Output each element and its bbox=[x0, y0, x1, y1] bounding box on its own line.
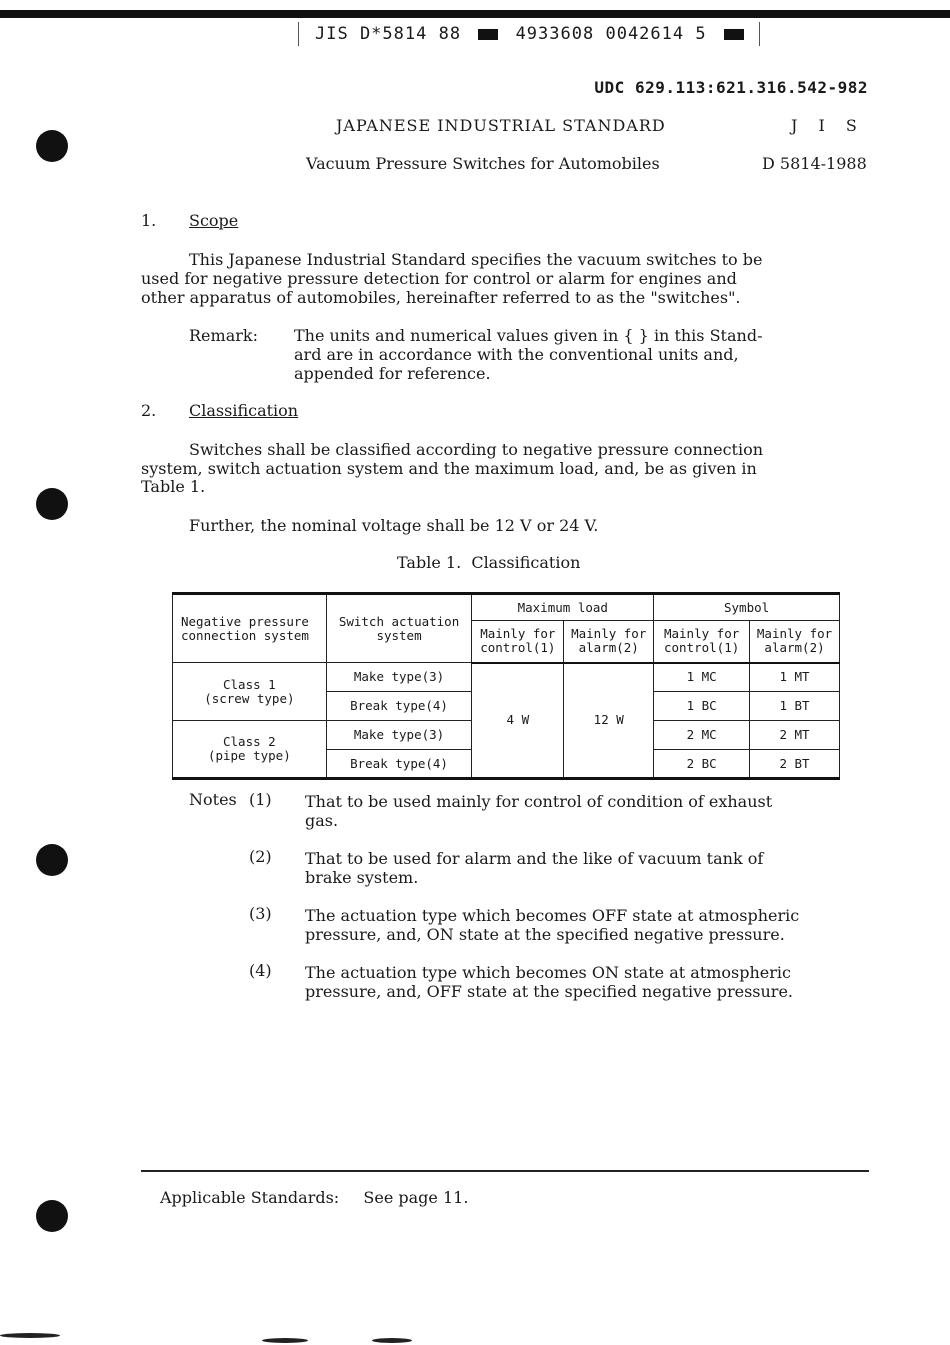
note-line: pressure, and, OFF state at the specified negative pressure. bbox=[305, 982, 793, 1001]
scope-line-2: used for negative pressure detection for control or alarm for engines and bbox=[141, 269, 737, 288]
catalog-number-1: 4933608 bbox=[515, 24, 595, 44]
break-type-cell: Break type(4) bbox=[326, 692, 472, 721]
header-text: Mainly for bbox=[756, 626, 833, 642]
punch-hole-icon bbox=[36, 488, 68, 520]
note-2-mark: (2) bbox=[249, 847, 272, 866]
header-text: connection system bbox=[181, 627, 309, 643]
scan-smudge bbox=[262, 1338, 308, 1343]
notes-label: Notes bbox=[189, 790, 237, 809]
note-line: That to be used for alarm and the like of vacuum tank of bbox=[305, 849, 764, 868]
table-row bbox=[173, 663, 840, 692]
header-text: control(1) bbox=[663, 640, 740, 656]
standard-org: JAPANESE INDUSTRIAL STANDARD bbox=[336, 116, 666, 135]
scan-top-border bbox=[0, 10, 950, 18]
udc-code: UDC 629.113:621.316.542-982 bbox=[594, 78, 868, 97]
remark-label: Remark: bbox=[189, 326, 258, 345]
catalog-check-digit: 5 bbox=[695, 24, 707, 44]
header-symbol-alarm bbox=[750, 621, 840, 663]
header-actuation-system bbox=[326, 594, 472, 663]
note-line: That to be used mainly for control of condition of exhaust bbox=[305, 792, 773, 811]
header-text: alarm(2) bbox=[764, 640, 825, 656]
remark-line-3: appended for reference. bbox=[294, 364, 491, 383]
header-text: Switch actuation bbox=[338, 613, 460, 629]
symbol-cell: 1 MT bbox=[750, 663, 840, 692]
section-1-number: 1. bbox=[141, 211, 157, 230]
header-load-control bbox=[472, 621, 564, 663]
load-control-value: 4 W bbox=[472, 663, 564, 779]
make-type-cell: Make type(3) bbox=[326, 663, 472, 692]
symbol-cell: 1 BT bbox=[750, 692, 840, 721]
header-maximum-load: Maximum load bbox=[472, 594, 654, 621]
header-symbol: Symbol bbox=[654, 594, 840, 621]
section-2-number: 2. bbox=[141, 401, 157, 420]
jis-mark: J I S bbox=[791, 116, 865, 135]
catalog-code-strip bbox=[298, 22, 760, 46]
standard-number: D 5814-1988 bbox=[762, 154, 867, 173]
note-line: The actuation type which becomes OFF state at atmospheric bbox=[305, 906, 800, 925]
applicable-standards-label: Applicable Standards: bbox=[160, 1188, 340, 1207]
header-load-alarm bbox=[564, 621, 654, 663]
make-type-cell: Make type(3) bbox=[326, 721, 472, 750]
symbol-cell: 1 MC bbox=[654, 663, 750, 692]
header-symbol-control bbox=[654, 621, 750, 663]
scope-line-1: This Japanese Industrial Standard specifies the vacuum switches to be bbox=[189, 250, 763, 269]
scan-smudge bbox=[372, 1338, 412, 1343]
header-text: control(1) bbox=[480, 640, 556, 656]
note-line: brake system. bbox=[305, 868, 419, 887]
header-text: alarm(2) bbox=[578, 640, 639, 656]
classification-line-1: Switches shall be classified according to negative pressure connection bbox=[189, 440, 764, 459]
punch-hole-icon bbox=[36, 1200, 68, 1232]
class-label: Class 1 bbox=[223, 676, 276, 692]
note-line: The actuation type which becomes ON state at atmospheric bbox=[305, 963, 791, 982]
symbol-cell: 2 BC bbox=[654, 750, 750, 779]
load-alarm-value: 12 W bbox=[564, 663, 654, 779]
note-4-mark: (4) bbox=[249, 961, 272, 980]
note-4 bbox=[305, 963, 885, 1001]
note-3-mark: (3) bbox=[249, 904, 272, 923]
barcode-block-icon bbox=[478, 29, 498, 40]
symbol-cell: 1 BC bbox=[654, 692, 750, 721]
class-label: Class 2 bbox=[223, 734, 276, 749]
class-2-cell bbox=[173, 721, 327, 779]
document-title: Vacuum Pressure Switches for Automobiles bbox=[306, 154, 660, 173]
remark-line-2: ard are in accordance with the conventional units and, bbox=[294, 345, 739, 364]
break-type-cell: Break type(4) bbox=[326, 750, 472, 779]
symbol-cell: 2 BT bbox=[750, 750, 840, 779]
note-line: pressure, and, ON state at the specified negative pressure. bbox=[305, 925, 785, 944]
nominal-voltage: Further, the nominal voltage shall be 12 V or 24 V. bbox=[189, 516, 599, 535]
header-text: Mainly for bbox=[571, 626, 647, 642]
punch-hole-icon bbox=[36, 844, 68, 876]
section-1-title: Scope bbox=[189, 211, 239, 230]
note-2 bbox=[305, 849, 885, 887]
classification-line-2: system, switch actuation system and the maximum load, and, be as given in bbox=[141, 459, 757, 478]
applicable-standards-text: See page 11. bbox=[363, 1188, 469, 1207]
header-text: Mainly for bbox=[663, 626, 740, 642]
section-2-title: Classification bbox=[189, 401, 299, 420]
class-label: (screw type) bbox=[204, 690, 295, 706]
symbol-cell: 2 MT bbox=[750, 721, 840, 750]
table-caption: Table 1. Classification bbox=[397, 553, 581, 572]
header-text: Mainly for bbox=[480, 626, 556, 642]
note-3 bbox=[305, 906, 885, 944]
scan-smudge bbox=[0, 1333, 60, 1338]
note-1-mark: (1) bbox=[249, 790, 272, 809]
punch-hole-icon bbox=[36, 130, 68, 162]
applicable-standards bbox=[160, 1188, 468, 1207]
header-text: system bbox=[376, 627, 422, 643]
scope-line-3: other apparatus of automobiles, hereinafter referred to as the "switches". bbox=[141, 288, 741, 307]
remark-line-1: The units and numerical values given in { } in this Stand- bbox=[294, 326, 763, 345]
classification-line-3: Table 1. bbox=[141, 477, 206, 496]
note-1 bbox=[305, 792, 885, 830]
classification-table bbox=[172, 592, 840, 780]
note-line: gas. bbox=[305, 811, 339, 830]
catalog-number-2: 0042614 bbox=[605, 24, 685, 44]
barcode-block-icon bbox=[724, 29, 744, 40]
class-label: (pipe type) bbox=[207, 748, 291, 763]
header-text: Negative pressure bbox=[181, 613, 309, 629]
symbol-cell: 2 MC bbox=[654, 721, 750, 750]
footer-rule bbox=[141, 1170, 869, 1172]
header-connection-system bbox=[173, 594, 327, 663]
catalog-code: JIS D*5814 88 bbox=[315, 24, 462, 44]
class-1-cell bbox=[173, 663, 327, 721]
